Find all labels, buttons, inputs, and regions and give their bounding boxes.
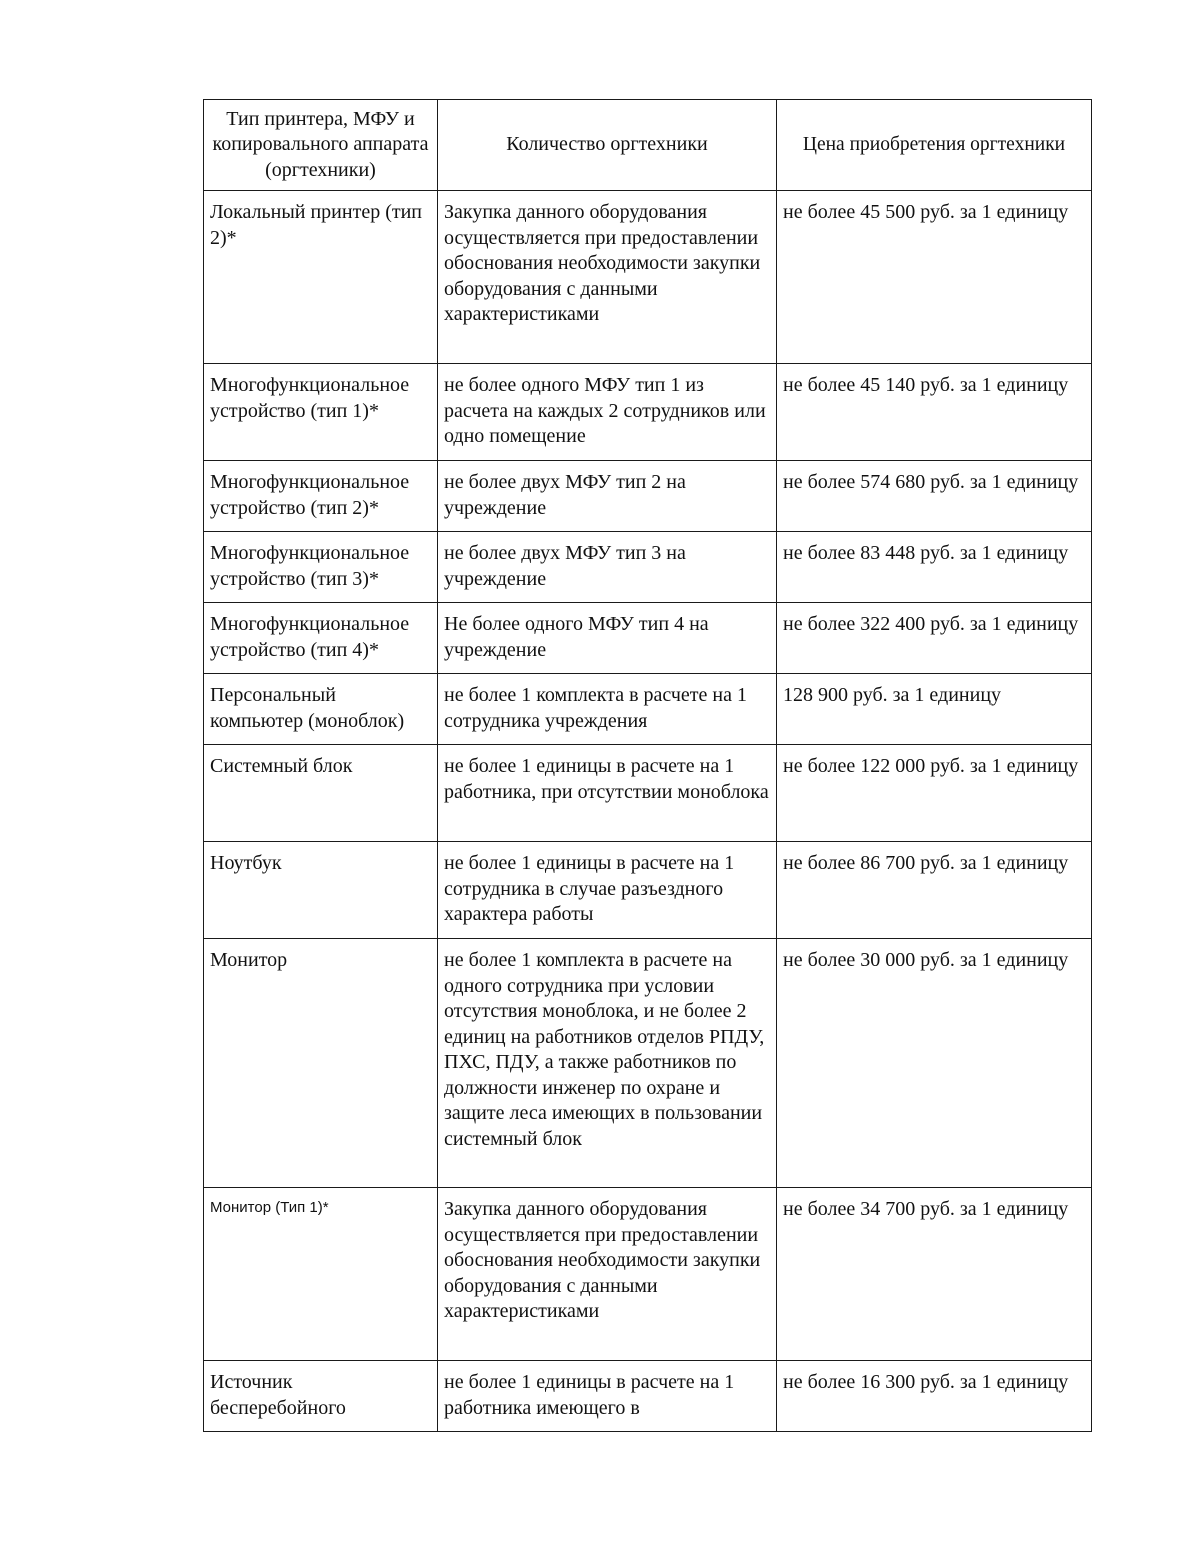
cell-price: 128 900 руб. за 1 единицу <box>777 674 1092 745</box>
cell-equipment-type: Источник бесперебойного <box>204 1361 438 1432</box>
table-header-row <box>204 100 1092 191</box>
header-equipment-type: Тип принтера, МФУ и копировального аппарата (оргтехники) <box>204 100 438 191</box>
equipment-table <box>203 99 1092 1432</box>
cell-quantity: не более 1 единицы в расчете на 1 работника имеющего в <box>438 1361 777 1432</box>
cell-equipment-type: Многофункциональное устройство (тип 4)* <box>204 603 438 674</box>
table-row <box>204 1188 1092 1361</box>
cell-quantity: Закупка данного оборудования осуществляется при предоставлении обоснования необходимости закупки оборудования с данными характеристиками <box>438 191 777 364</box>
cell-equipment-type: Системный блок <box>204 745 438 842</box>
table-row <box>204 1361 1092 1432</box>
cell-equipment-type: Многофункциональное устройство (тип 3)* <box>204 532 438 603</box>
cell-price: не более 45 500 руб. за 1 единицу <box>777 191 1092 364</box>
cell-equipment-type: Ноутбук <box>204 842 438 939</box>
cell-quantity: не более 1 единицы в расчете на 1 сотрудника в случае разъездного характера работы <box>438 842 777 939</box>
cell-equipment-type-small: Монитор (Тип 1)* <box>210 1199 329 1216</box>
cell-quantity: Закупка данного оборудования осуществляется при предоставлении обоснования необходимости закупки оборудования с данными характеристиками <box>438 1188 777 1361</box>
cell-equipment-type: Многофункциональное устройство (тип 1)* <box>204 364 438 461</box>
table-row <box>204 364 1092 461</box>
cell-quantity: Не более одного МФУ тип 4 на учреждение <box>438 603 777 674</box>
cell-price: не более 322 400 руб. за 1 единицу <box>777 603 1092 674</box>
cell-price: не более 83 448 руб. за 1 единицу <box>777 532 1092 603</box>
header-price: Цена приобретения оргтехники <box>777 100 1092 191</box>
cell-price: не более 34 700 руб. за 1 единицу <box>777 1188 1092 1361</box>
cell-equipment-type: Локальный принтер (тип 2)* <box>204 191 438 364</box>
table-row <box>204 191 1092 364</box>
cell-quantity: не более двух МФУ тип 2 на учреждение <box>438 461 777 532</box>
cell-equipment-type: Персональный компьютер (моноблок) <box>204 674 438 745</box>
cell-equipment-type: Многофункциональное устройство (тип 2)* <box>204 461 438 532</box>
table-row <box>204 745 1092 842</box>
cell-quantity: не более 1 единицы в расчете на 1 работника, при отсутствии моноблока <box>438 745 777 842</box>
table-row <box>204 939 1092 1188</box>
cell-quantity: не более одного МФУ тип 1 из расчета на каждых 2 сотрудников или одно помещение <box>438 364 777 461</box>
cell-price: не более 122 000 руб. за 1 единицу <box>777 745 1092 842</box>
table-row <box>204 674 1092 745</box>
cell-quantity: не более 1 комплекта в расчете на 1 сотрудника учреждения <box>438 674 777 745</box>
table-row <box>204 532 1092 603</box>
table-row <box>204 603 1092 674</box>
table-row <box>204 461 1092 532</box>
table-row <box>204 842 1092 939</box>
header-quantity: Количество оргтехники <box>438 100 777 191</box>
cell-price: не более 574 680 руб. за 1 единицу <box>777 461 1092 532</box>
cell-price: не более 30 000 руб. за 1 единицу <box>777 939 1092 1188</box>
cell-price: не более 45 140 руб. за 1 единицу <box>777 364 1092 461</box>
cell-price: не более 86 700 руб. за 1 единицу <box>777 842 1092 939</box>
cell-quantity: не более двух МФУ тип 3 на учреждение <box>438 532 777 603</box>
cell-price: не более 16 300 руб. за 1 единицу <box>777 1361 1092 1432</box>
cell-quantity: не более 1 комплекта в расчете на одного сотрудника при условии отсутствия моноблока, и не более 2 единиц на работников отделов РПДУ, ПХС, ПДУ, а также работников по должности инженер по охране и защите леса имеющих в пользовании системный блок <box>438 939 777 1188</box>
cell-equipment-type <box>204 1188 438 1361</box>
cell-equipment-type: Монитор <box>204 939 438 1188</box>
